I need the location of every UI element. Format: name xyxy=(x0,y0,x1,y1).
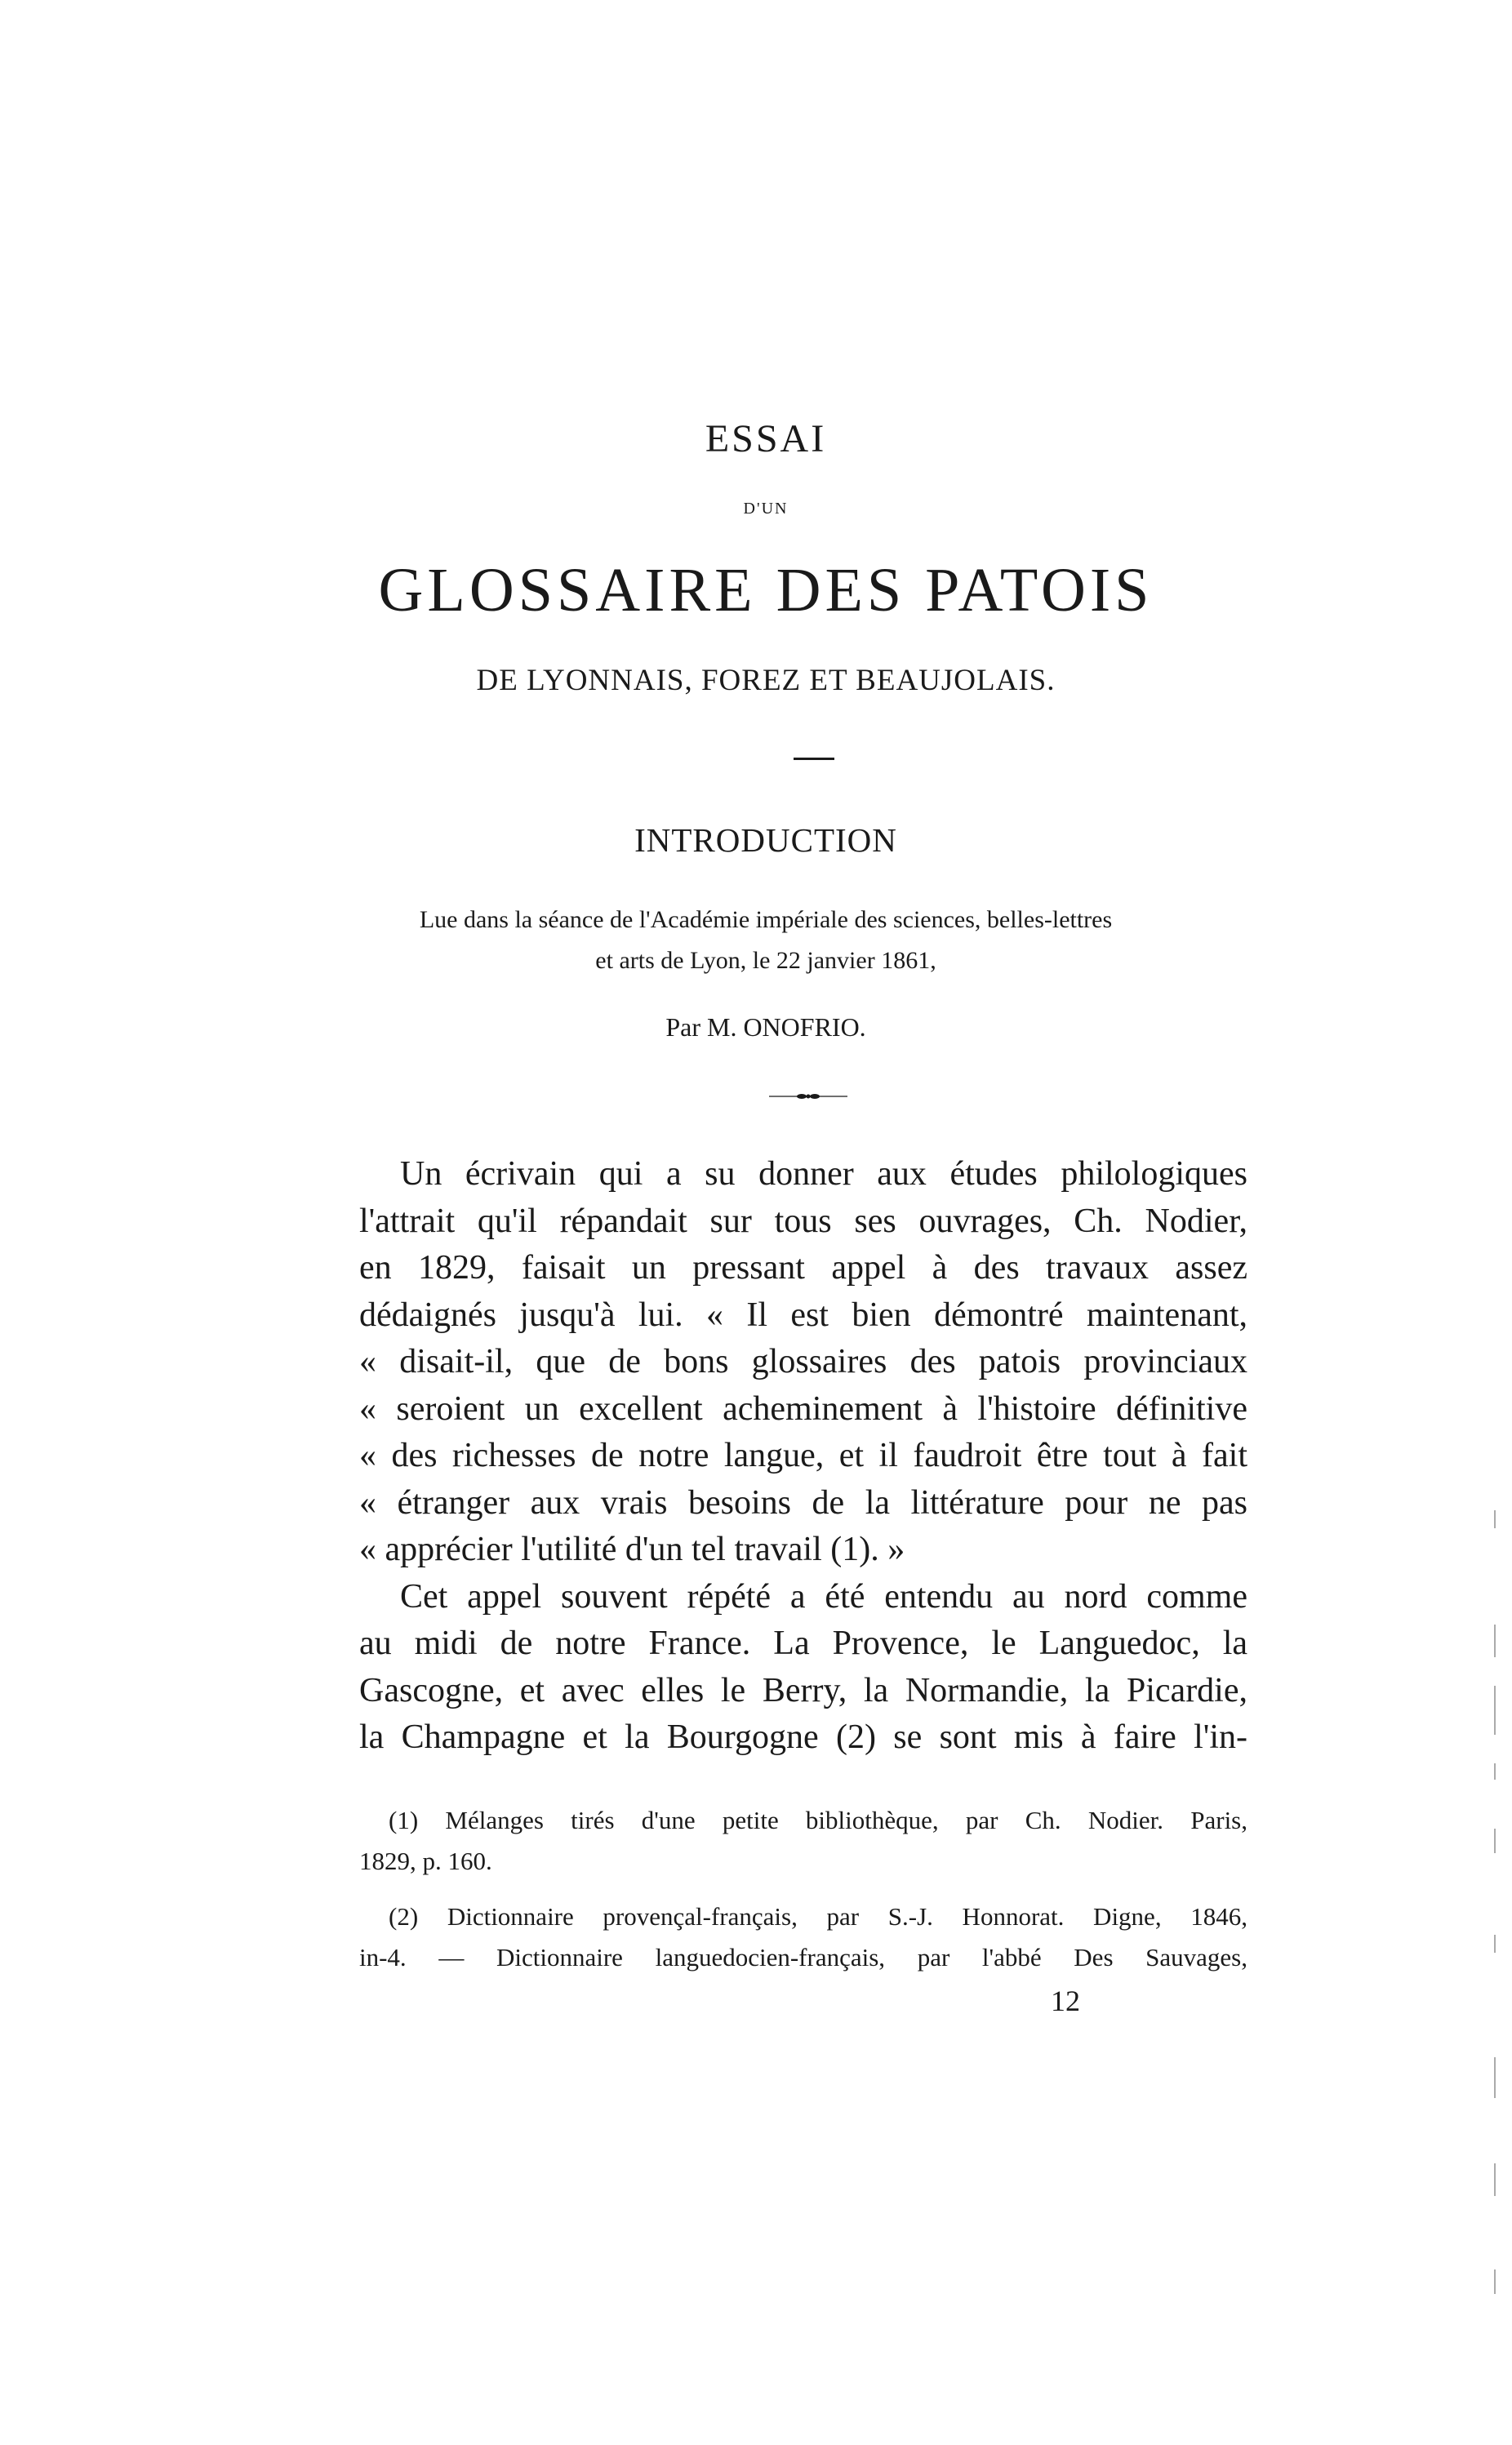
body-line: « étranger aux vrais besoins de la littérature pour ne pas xyxy=(359,1483,1247,1522)
body-line: Gascogne, et avec elles le Berry, la Normandie, la Picardie, xyxy=(359,1671,1247,1709)
reading-note-line-2: et arts de Lyon, le 22 janvier 1861, xyxy=(595,947,936,974)
glossary-title: GLOSSAIRE DES PATOIS xyxy=(378,556,1154,625)
scan-mark xyxy=(1494,2057,1496,2098)
body-line: en 1829, faisait un pressant appel à des travaux assez xyxy=(359,1249,1247,1287)
scan-mark xyxy=(1494,1763,1496,1780)
short-rule-divider xyxy=(794,758,834,760)
body-line: au midi de notre France. La Provence, le Languedoc, la xyxy=(359,1625,1247,1662)
reading-note-line-1: Lue dans la séance de l'Académie impériale des sciences, belles-lettres xyxy=(419,906,1113,933)
scan-mark xyxy=(1494,1935,1496,1953)
scan-mark xyxy=(1494,2163,1496,2196)
body-line: « apprécier l'utilité d'un tel travail (1). » xyxy=(359,1531,905,1568)
body-line: « des richesses de notre langue, et il faudroit être tout à fait xyxy=(359,1437,1247,1474)
body-line: « seroient un excellent acheminement à l'histoire définitive xyxy=(359,1389,1247,1428)
scan-mark xyxy=(1494,1829,1496,1853)
scan-mark xyxy=(1494,1625,1496,1657)
footnote-line: 1829, p. 160. xyxy=(359,1847,492,1875)
footnote-line: (2) Dictionnaire provençal-français, par S.-J. Honnorat. Digne, 1846, xyxy=(389,1902,1247,1931)
body-line: Cet appel souvent répété a été entendu au nord comme xyxy=(400,1577,1247,1616)
body-line: l'attrait qu'il répandait sur tous ses ouvrages, Ch. Nodier, xyxy=(359,1202,1247,1240)
body-text xyxy=(359,1151,1247,1762)
body-line: dédaignés jusqu'à lui. « Il est bien démontré maintenant, xyxy=(359,1296,1247,1334)
body-line: la Champagne et la Bourgogne (2) se sont mis à faire l'in- xyxy=(359,1718,1247,1756)
ornament-divider-icon xyxy=(767,1092,849,1100)
footnote-line: in-4. — Dictionnaire languedocien-français, par l'abbé Des Sauvages, xyxy=(359,1943,1247,1972)
dun-small-caps: D'UN xyxy=(743,500,789,518)
footnotes xyxy=(359,1800,1247,1978)
scan-mark xyxy=(1494,2269,1496,2294)
author-line: Par M. ONOFRIO. xyxy=(665,1012,866,1042)
body-line: Un écrivain qui a su donner aux études philologiques xyxy=(400,1155,1247,1193)
scan-mark xyxy=(1494,1510,1496,1528)
scan-mark xyxy=(1494,1686,1496,1735)
body-line: « disait-il, que de bons glossaires des patois provinciaux xyxy=(359,1343,1247,1380)
page-number: 12 xyxy=(1051,1985,1080,2017)
essai-heading: ESSAI xyxy=(705,417,827,460)
introduction-heading: INTRODUCTION xyxy=(634,821,897,859)
footnote-line: (1) Mélanges tirés d'une petite bibliothèque, par Ch. Nodier. Paris, xyxy=(389,1806,1247,1834)
regions-subtitle: DE LYONNAIS, FOREZ ET BEAUJOLAIS. xyxy=(476,664,1056,697)
